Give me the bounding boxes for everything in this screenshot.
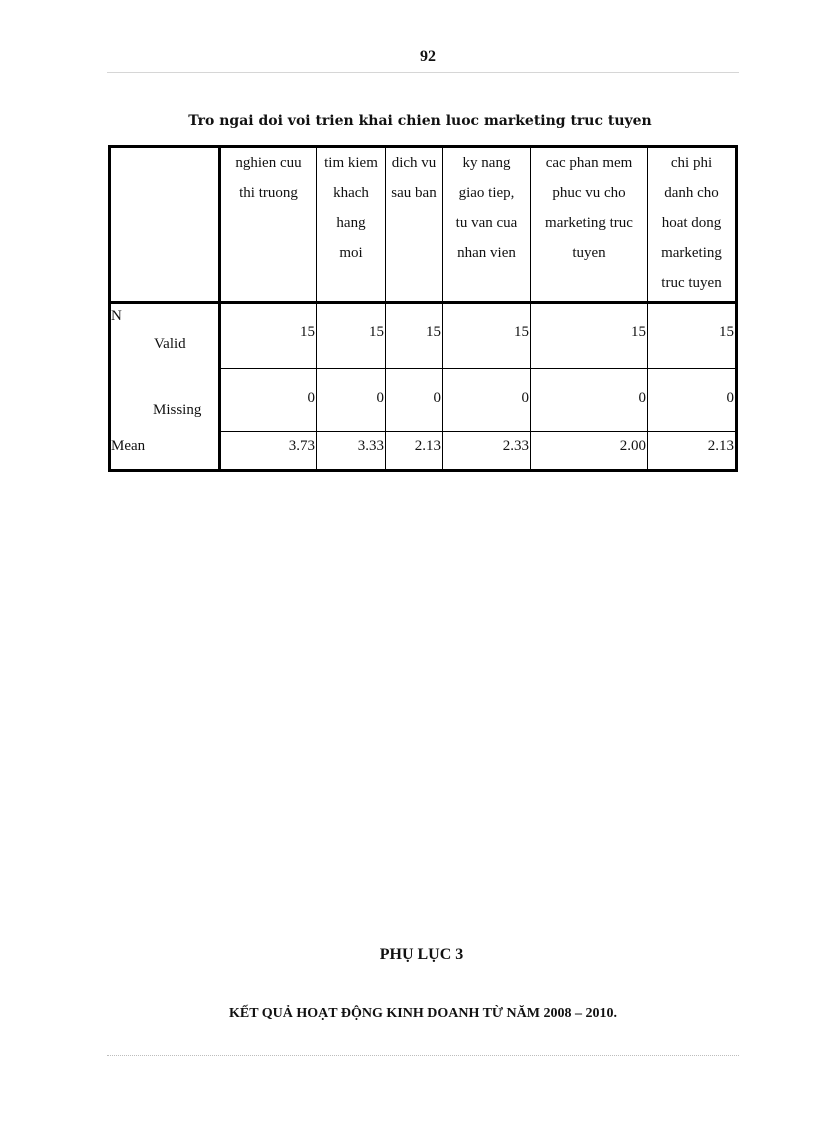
column-header: [317, 147, 386, 303]
valid-value: 15: [648, 303, 737, 369]
column-header-line: cac phan mem: [545, 155, 633, 171]
header-divider: [107, 72, 739, 73]
column-header-line: marketing: [661, 245, 722, 261]
column-header-line: tim kiem: [324, 155, 378, 171]
column-header-line: nhan vien: [457, 245, 516, 261]
column-header-line: chi phi: [670, 155, 713, 171]
valid-value: 15: [317, 303, 386, 369]
column-header-line: hoat dong: [661, 215, 722, 231]
column-header-line: nghien cuu: [235, 155, 302, 171]
column-header-line: truc tuyen: [661, 275, 722, 291]
row-label-mean: Mean: [111, 437, 146, 454]
column-header: [531, 147, 648, 303]
column-header: [386, 147, 443, 303]
column-header-line: moi: [339, 245, 363, 261]
column-header-line: ky nang: [462, 155, 511, 171]
mean-value: 2.13: [386, 432, 443, 471]
footer-divider: [107, 1055, 739, 1056]
missing-value: 0: [531, 369, 648, 432]
column-header-line: danh cho: [664, 185, 719, 201]
column-header-line: sau ban: [391, 185, 437, 201]
mean-value: 3.33: [317, 432, 386, 471]
missing-value: 0: [220, 369, 317, 432]
table-row-valid: [110, 303, 737, 369]
column-header-line: khach: [333, 185, 369, 201]
appendix-subtitle: KẾT QUẢ HOẠT ĐỘNG KINH DOANH TỪ NĂM 2008 – 2010.: [228, 1006, 617, 1021]
valid-value: 15: [443, 303, 531, 369]
valid-value: 15: [220, 303, 317, 369]
row-label-cell: [110, 369, 220, 432]
missing-value: 0: [317, 369, 386, 432]
column-header-line: dich vu: [391, 155, 437, 171]
statistics-table: [108, 145, 738, 472]
missing-value: 0: [648, 369, 737, 432]
column-header: [220, 147, 317, 303]
valid-value: 15: [531, 303, 648, 369]
table-row-missing: [110, 369, 737, 432]
appendix-title: PHỤ LỤC 3: [379, 946, 464, 963]
table-title: Tro ngai doi voi trien khai chien luoc marketing truc tuyen: [188, 113, 652, 129]
row-label-n: N: [111, 308, 122, 324]
mean-value: 3.73: [220, 432, 317, 471]
column-header-line: thi truong: [239, 185, 298, 201]
missing-value: 0: [386, 369, 443, 432]
column-header-line: tuyen: [572, 245, 606, 261]
mean-value: 2.33: [443, 432, 531, 471]
valid-value: 15: [386, 303, 443, 369]
column-header-line: tu van cua: [455, 215, 518, 231]
page-number: 92: [420, 48, 436, 65]
missing-value: 0: [443, 369, 531, 432]
table-corner-cell: [110, 147, 220, 303]
column-header: [443, 147, 531, 303]
table-row-mean: [110, 432, 737, 471]
row-label-cell: [110, 432, 220, 471]
mean-value: 2.13: [648, 432, 737, 471]
table-header-row: [110, 147, 737, 303]
column-header-line: hang: [336, 215, 366, 231]
mean-value: 2.00: [531, 432, 648, 471]
row-label-valid: Valid: [154, 336, 186, 352]
column-header-line: giao tiep,: [458, 185, 515, 201]
row-label-missing: Missing: [153, 401, 202, 418]
row-label-cell: [110, 303, 220, 369]
column-header: [648, 147, 737, 303]
column-header-line: marketing truc: [545, 215, 633, 231]
column-header-line: phuc vu cho: [552, 185, 626, 201]
